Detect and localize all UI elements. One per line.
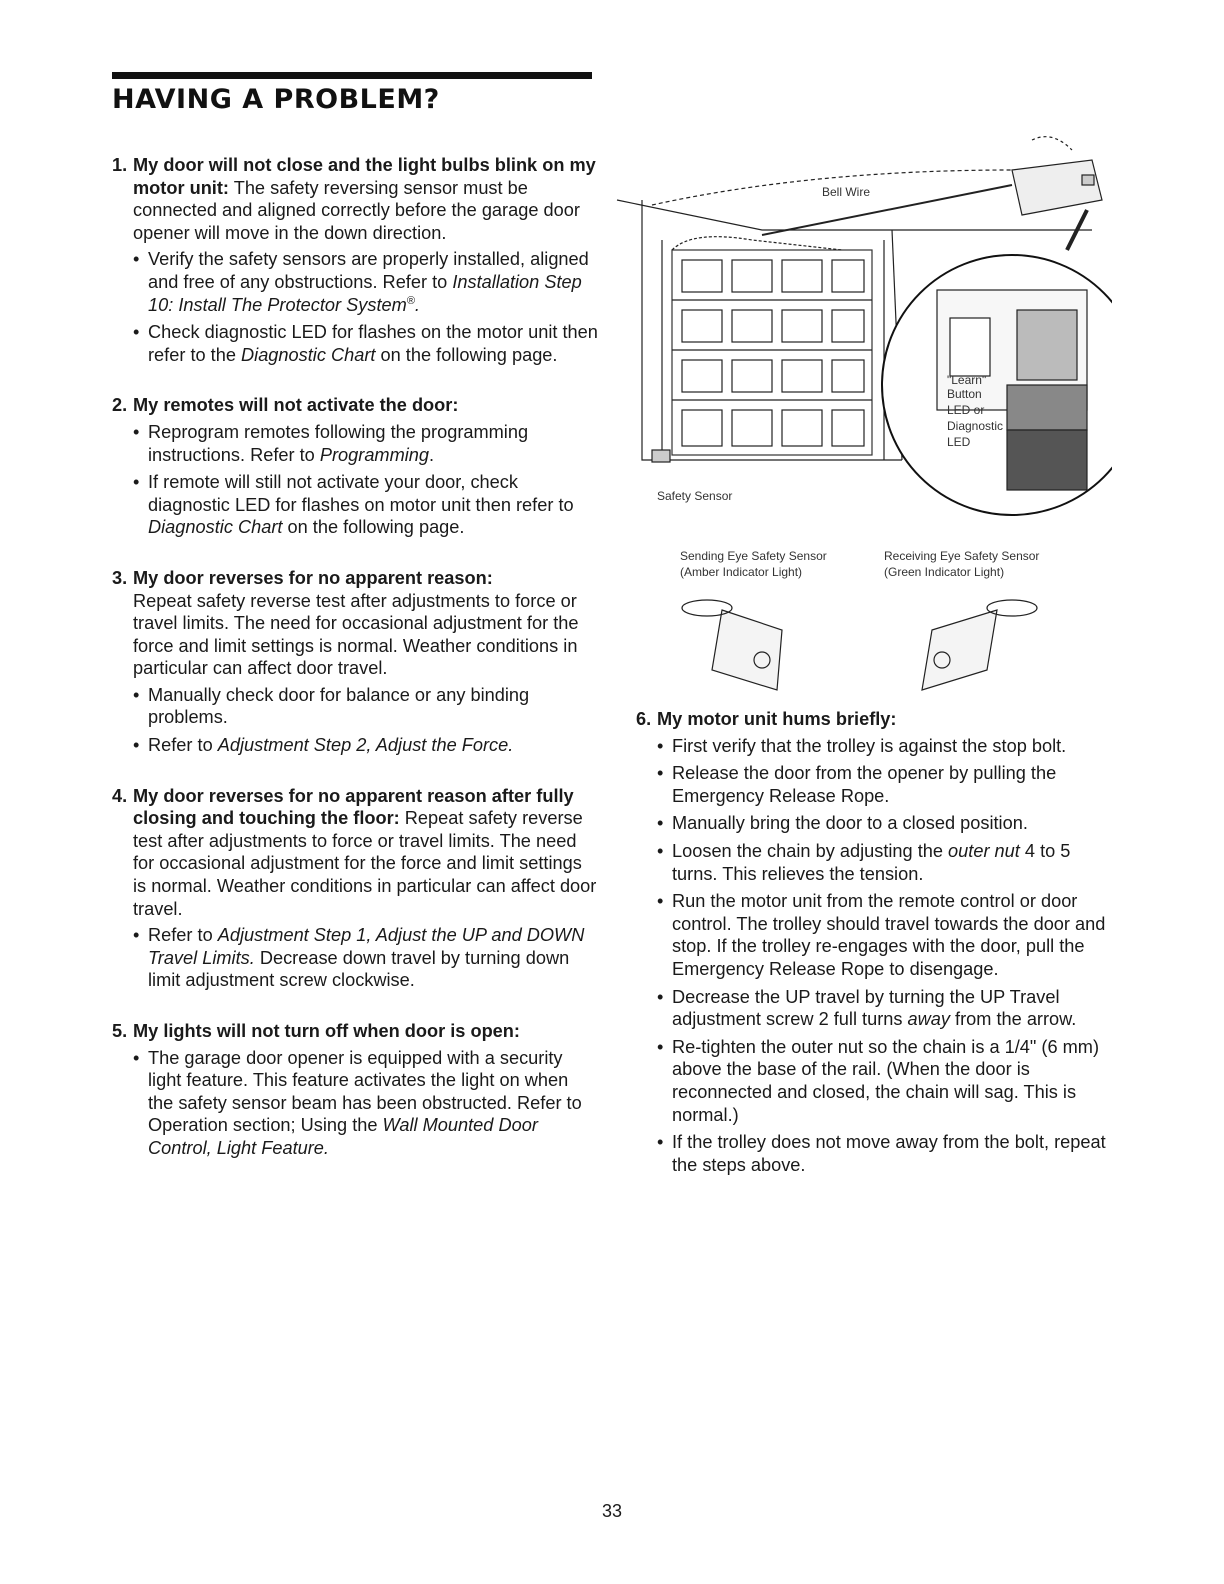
problem-6	[636, 708, 1106, 1176]
rail	[762, 185, 1012, 235]
problem-question: My motor unit hums briefly:	[657, 709, 897, 729]
list-item: • First verify that the trolley is against the stop bolt.	[657, 735, 1106, 758]
problem-number: 2.	[112, 395, 128, 416]
bell-wire-label: Bell Wire	[822, 185, 871, 199]
problem-number: 5.	[112, 1021, 128, 1041]
sending-sensor-label: (Amber Indicator Light)	[680, 565, 803, 579]
problem-question: My door will not close and the light bulbs blink on my motor unit:	[133, 155, 596, 198]
heading-rule	[112, 72, 592, 79]
problem-bullets	[657, 735, 1106, 1177]
reference-link: Adjustment Step 1, Adjust the UP and DOWN Travel Limits.	[148, 925, 585, 968]
sending-sensor-label: Sending Eye Safety Sensor	[680, 549, 827, 563]
registered-mark: ®	[406, 294, 415, 307]
problem-1	[112, 154, 598, 366]
list-item: • Manually check door for balance or any binding problems.	[133, 684, 598, 729]
list-item: • If the trolley does not move away from the bolt, repeat the steps above.	[657, 1131, 1106, 1176]
reference-link: Adjustment Step 2, Adjust the Force.	[217, 735, 514, 756]
reference-link: Diagnostic Chart	[241, 344, 376, 365]
garage-diagram	[612, 130, 1112, 705]
problem-number: 1.	[112, 155, 128, 175]
led-label: LED	[947, 435, 971, 449]
list-item: • Manually bring the door to a closed position.	[657, 812, 1106, 835]
list-item: • Refer to Adjustment Step 1, Adjust the UP and DOWN Travel Limits. Decrease down travel by turning down limit adjustment screw clockwise.	[133, 924, 598, 992]
list-item: • Re-tighten the outer nut so the chain is a 1/4" (6 mm) above the base of the rail. (When the door is reconnected and closed, the chain will sag. This is normal.)	[657, 1036, 1106, 1126]
reference-link: Installation Step 10: Install The Protector System	[148, 271, 582, 315]
reference-link: Programming	[319, 444, 430, 465]
problem-bullets	[133, 924, 598, 992]
problem-4	[112, 785, 598, 992]
safety-sensor-label: Safety Sensor	[657, 489, 733, 503]
page-number: 33	[601, 1501, 623, 1521]
problem-number: 4.	[112, 785, 128, 806]
led-label: LED or	[947, 403, 985, 417]
problem-2	[112, 394, 598, 539]
motor-unit-icon	[1012, 137, 1102, 215]
list-item: • Release the door from the opener by pulling the Emergency Release Rope.	[657, 762, 1106, 807]
reference-link: Diagnostic Chart	[148, 517, 283, 538]
list-item: • Reprogram remotes following the programming instructions. Refer to Programming.	[133, 421, 598, 466]
problem-question: My door reverses for no apparent reason after fully closing and touching the floor:	[133, 785, 574, 829]
problem-bullets	[133, 421, 598, 539]
garage-door-icon	[662, 237, 884, 460]
problem-question: My door reverses for no apparent reason:	[133, 567, 493, 588]
problem-number: 6.	[636, 709, 652, 729]
learn-button-label: "Learn"	[947, 373, 987, 387]
list-item: • Check diagnostic LED for flashes on the motor unit then refer to the Diagnostic Chart on the following page.	[133, 321, 598, 366]
list-item: • The garage door opener is equipped with a security light feature. This feature activates the light on when the safety sensor beam has been obstructed. Refer to Operation section; Using the Wall Mounted Door Control, Light Feature.	[133, 1047, 598, 1160]
led-label: Diagnostic	[947, 419, 1004, 433]
reference-text: away	[907, 1009, 950, 1030]
problem-bullets	[133, 684, 598, 757]
problem-3	[112, 567, 598, 757]
page-heading: HAVING A PROBLEM?	[112, 84, 440, 115]
learn-button-inset	[882, 255, 1112, 515]
problem-question: My remotes will not activate the door:	[133, 395, 459, 416]
problem-body: The safety reversing sensor must be connected and aligned correctly before the garage door opener will move in the down direction.	[133, 177, 580, 243]
receiving-sensor-icon	[922, 600, 1037, 690]
list-item: • Loosen the chain by adjusting the outer nut 4 to 5 turns. This relieves the tension.	[657, 840, 1106, 885]
problem-question: My lights will not turn off when door is open:	[133, 1021, 520, 1041]
problem-bullets	[133, 1047, 598, 1160]
problem-number: 3.	[112, 567, 128, 588]
problem-bullets	[133, 248, 598, 366]
reference-link: Wall Mounted Door Control, Light Feature.	[148, 1115, 538, 1158]
receiving-sensor-label: Receiving Eye Safety Sensor	[884, 549, 1040, 563]
list-item: • Refer to Adjustment Step 2, Adjust the Force.	[133, 734, 598, 757]
sending-sensor-icon	[682, 600, 782, 690]
right-column	[636, 708, 1106, 1204]
left-column	[112, 154, 598, 1188]
list-item: • Decrease the UP travel by turning the UP Travel adjustment screw 2 full turns away from the arrow.	[657, 986, 1106, 1031]
problem-5	[112, 1020, 598, 1160]
receiving-sensor-label: (Green Indicator Light)	[884, 565, 1005, 579]
list-item: • If remote will still not activate your door, check diagnostic LED for flashes on motor unit then refer to Diagnostic Chart on the following page.	[133, 471, 598, 539]
sensor-icon	[652, 450, 670, 462]
problem-body: Repeat safety reverse test after adjustments to force or travel limits. The need for occasional adjustment for the force and limit settings is normal. Weather conditions in particular can affect door travel.	[133, 590, 579, 679]
reference-text: outer nut	[948, 840, 1020, 861]
problem-body: Repeat safety reverse test after adjustments to force or travel limits. The need for occasional adjustment for the force and limit settings is normal. Weather conditions in particular can affect door travel.	[133, 808, 597, 919]
list-item: • Verify the safety sensors are properly installed, aligned and free of any obstructions. Refer to Installation Step 10: Install The Protector System®.	[133, 248, 598, 316]
learn-button-label: Button	[947, 387, 982, 401]
list-item: • Run the motor unit from the remote control or door control. The trolley should travel towards the door and stop. If the trolley re-engages with the door, pull the Emergency Release Rope to disengage.	[657, 890, 1106, 980]
